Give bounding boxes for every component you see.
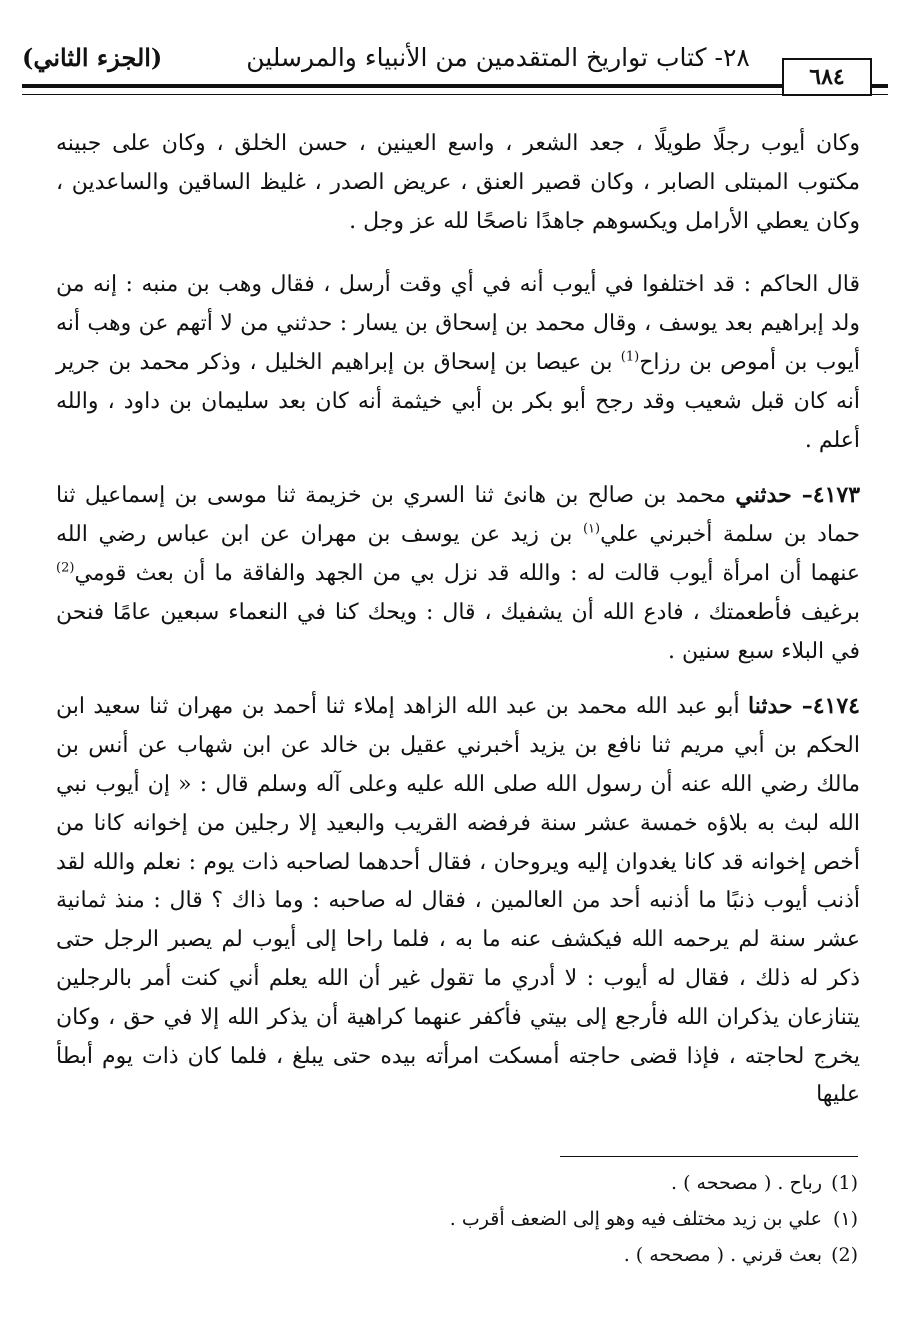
running-title: ٢٨- كتاب تواريخ المتقدمين من الأنبياء والمرسلين — [246, 43, 750, 72]
footnote-text: علي بن زيد مختلف فيه وهو إلى الضعف أقرب . — [449, 1208, 822, 1230]
hadith-text: محمد بن صالح بن هانئ ثنا السري بن خزيمة ثنا موسى بن إسماعيل ثنا حماد بن سلمة أخبرني علي — [56, 483, 860, 548]
hadith-lead-word: حدثني — [735, 482, 802, 509]
footnote-item — [54, 1165, 858, 1201]
footnote-separator — [560, 1156, 858, 1157]
paragraph-text: بن عيصا بن إسحاق بن إبراهيم الخليل ، وذكر محمد بن جرير أنه كان قبل شعيب وقد رجح أبو بكر بن أبي خيثمة أنه كان بعد سليمان بن داود ، والله أعلم . — [56, 349, 860, 453]
paragraph-hakim-comment — [56, 266, 860, 460]
hadith-text: بن زيد عن يوسف بن مهران عن ابن عباس رضي الله عنهما أن امرأة أيوب قالت له : والله قد نزل بي من الجهد والفاقة ما أن بعث قومي — [56, 522, 860, 586]
header-rule-thin — [22, 94, 888, 95]
footnote-marker: (2) — [56, 560, 75, 576]
footnote-number: (1) — [831, 1172, 858, 1194]
footnotes — [54, 1165, 858, 1273]
footnote-item — [54, 1237, 858, 1273]
hadith-lead-word: حدثنا — [748, 693, 802, 720]
hadith-text: برغيف فأطعمتك ، فادع الله أن يشفيك ، قال : ويحك كنا في النعماء سبعين عامًا فنحن في البلاء سبع سنين . — [56, 599, 860, 664]
footnote-number: (١) — [832, 1208, 858, 1230]
hadith-number: ٤١٧٣– — [801, 482, 861, 509]
paragraph-text: قال الحاكم : قد اختلفوا في أيوب أنه في أي وقت أرسل ، فقال وهب بن منبه : إنه من ولد إبراهيم بعد يوسف ، وقال محمد بن إسحاق بن يسار : حدثني من لا أتهم عن وهب أنه أيوب بن أموص بن رزاح — [56, 272, 860, 375]
hadith-4174 — [56, 687, 860, 1115]
header-rule-thick — [22, 84, 888, 88]
hadith-text: أبو عبد الله محمد بن عبد الله الزاهد إملاء ثنا أحمد بن مهران ثنا سعيد ابن الحكم بن أبي مريم ثنا نافع بن يزيد أخبرني عقيل بن خالد عن ابن شهاب عن أنس بن مالك رضي الله عنه أن رسول الله صلى الله عليه وعلى آله وسلم قال : « إن أيوب نبي الله لبث به بلاؤه خمسة عشر سنة فرفضه القريب والبعيد إلا رجلين من إخوانه كانا من أخص إخوانه قد كانا يغدوان إليه ويروحان ، فقال أحدهما لصاحبه ذات يوم : نعلم والله لقد أذنب أيوب ذنبًا ما أذنبه أحد من العالمين ، فقال له صاحبه : وما ذاك ؟ قال : منذ ثمانية عشر سنة لم يرحمه الله فيكشف عنه ما به ، فلما راحا إلى أيوب لم يصبر الرجل حتى ذكر له ذلك ، فقال له أيوب : لا أدري ما تقول غير أن الله يعلم أني كنت أمر بالرجلين يتنازعان يذكران الله فأرجع إلى بيتي فأكفر عنهما كراهية أن يذكر الله إلا في حق ، وكان يخرج لحاجته ، فإذا قضى حاجته أمسكت امرأته بيده حتى يبلغ ، فلما كان ذات يوم أبطأ عليها — [56, 694, 860, 1108]
footnote-marker: (١) — [582, 521, 601, 537]
page-number: ٦٨٤ — [782, 58, 872, 96]
hadith-4173 — [56, 476, 860, 671]
volume-label: (الجزء الثاني) — [22, 43, 163, 72]
footnote-text: رباح . ( مصححه ) . — [671, 1172, 822, 1194]
footnote-text: بعث قرني . ( مصححه ) . — [623, 1244, 822, 1266]
footnote-number: (2) — [831, 1244, 858, 1266]
footnote-marker: (1) — [620, 349, 640, 365]
paragraph-ayyub-description: وكان أيوب رجلًا طويلًا ، جعد الشعر ، واسع العينين ، حسن الخلق ، وكان على جبينه مكتوب المبتلى الصابر ، وكان قصير العنق ، عريض الصدر ، غليظ الساقين والساعدين ، وكان يعطي الأرامل ويكسوهم جاهدًا ناصحًا لله عز وجل . — [56, 131, 860, 234]
hadith-number: ٤١٧٤– — [801, 693, 860, 720]
footnote-item — [54, 1201, 858, 1237]
page-header — [22, 34, 888, 76]
main-text — [56, 125, 860, 1115]
